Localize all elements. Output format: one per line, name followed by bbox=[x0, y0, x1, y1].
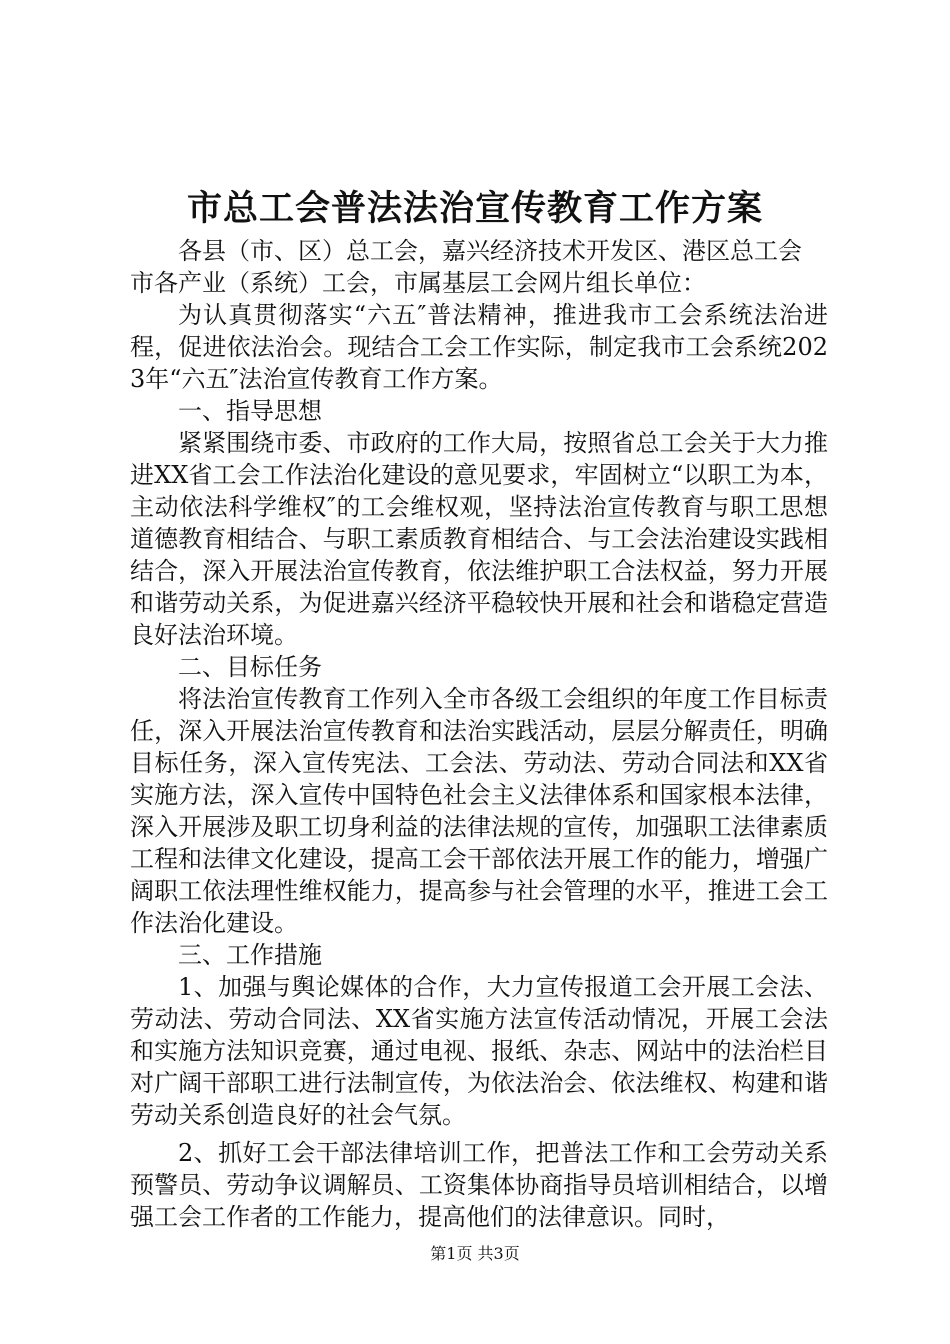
measure-2-paragraph: 2、抓好工会干部法律培训工作，把普法工作和工会劳动关系预警员、劳动争议调解员、工资集体协商指导员培训相结合，以增强工会工作者的工作能力，提高他们的法律意识。同时， bbox=[130, 1139, 828, 1231]
salutation-line-2: 市各产业（系统）工会，市属基层工会网片组长单位： bbox=[130, 269, 706, 297]
section-heading-goals: 二、目标任务 bbox=[178, 653, 322, 681]
intro-paragraph: 为认真贯彻落实“六五″普法精神，推进我市工会系统法治进程，促进依法治会。现结合工会工作实际，制定我市工会系统2023年“六五″法治宣传教育工作方案。 bbox=[130, 301, 828, 393]
section-heading-measures: 三、工作措施 bbox=[178, 941, 322, 969]
guiding-ideology-paragraph: 紧紧围绕市委、市政府的工作大局，按照省总工会关于大力推进XX省工会工作法治化建设的意见要求，牢固树立“以职工为本，主动依法科学维权″的工会维权观，坚持法治宣传教育与职工思想道德教育相结合、与职工素质教育相结合、与工会法治建设实践相结合，深入开展法治宣传教育，依法维护职工合法权益，努力开展和谐劳动关系，为促进嘉兴经济平稳较快开展和社会和谐稳定营造良好法治环境。 bbox=[130, 429, 828, 649]
document-body bbox=[130, 235, 828, 1233]
document-title: 市总工会普法法治宣传教育工作方案 bbox=[186, 188, 763, 229]
page-number-footer: 第1页 共3页 bbox=[430, 1244, 520, 1263]
goals-paragraph: 将法治宣传教育工作列入全市各级工会组织的年度工作目标责任，深入开展法治宣传教育和法治实践活动，层层分解责任，明确目标任务，深入宣传宪法、工会法、劳动法、劳动合同法和XX省实施方法，深入宣传中国特色社会主义法律体系和国家根本法律，深入开展涉及职工切身利益的法律法规的宣传，加强职工法律素质工程和法律文化建设，提高工会干部依法开展工作的能力，增强广阔职工依法理性维权能力，提高参与社会管理的水平，推进工会工作法治化建设。 bbox=[130, 685, 828, 937]
measure-1-paragraph: 1、加强与舆论媒体的合作，大力宣传报道工会开展工会法、劳动法、劳动合同法、XX省实施方法宣传活动情况，开展工会法和实施方法知识竞赛，通过电视、报纸、杂志、网站中的法治栏目对广阔干部职工进行法制宣传，为依法治会、依法维权、构建和谐劳动关系创造良好的社会气氛。 bbox=[130, 973, 828, 1129]
section-heading-guiding-ideology: 一、指导思想 bbox=[178, 397, 322, 425]
salutation-line-1: 各县（市、区）总工会，嘉兴经济技术开发区、港区总工会 bbox=[178, 237, 802, 265]
